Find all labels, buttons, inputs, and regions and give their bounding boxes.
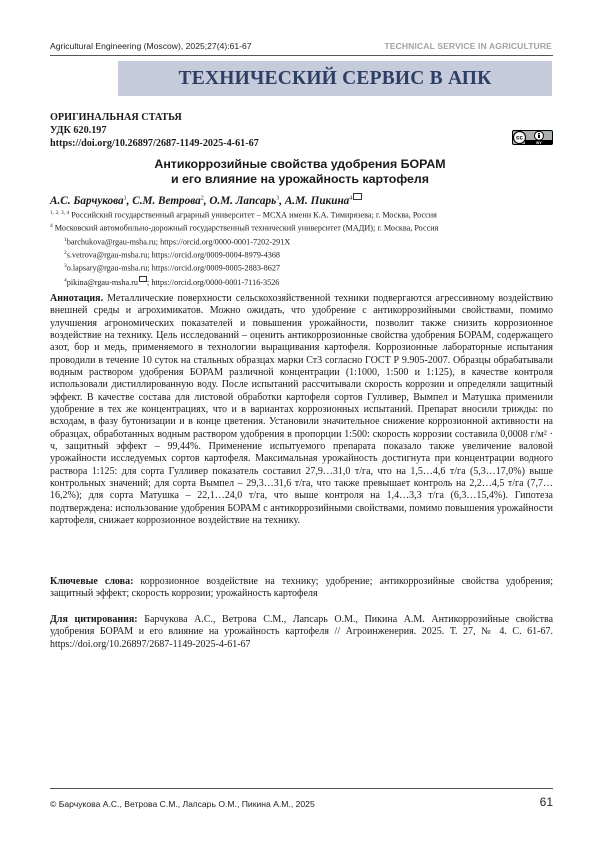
contact-text[interactable]: o.lapsary@rgau-msha.ru; https://orcid.org/0009-0005-2883-8627	[66, 263, 281, 273]
authors-line: А.С. Барчукова$^1$, С.М. Ветрова$^2$, О.М. Лапсарь$^3$, А.М. Пикина$^4$	[50, 193, 555, 207]
contact-sup: 3	[64, 263, 67, 269]
article-title-line-1: Антикоррозийные свойства удобрения БОРАМ	[154, 157, 446, 171]
section-banner: ТЕХНИЧЕСКИЙ СЕРВИС В АПК	[118, 61, 552, 96]
author-name: А.М. Пикина	[284, 195, 350, 207]
contact-line	[64, 250, 280, 260]
affiliation-sup: 1, 2, 3, 4	[50, 210, 70, 216]
keywords	[50, 576, 553, 601]
affiliation	[50, 223, 438, 233]
header-rule	[50, 55, 553, 56]
udc: УДК 620.197	[50, 125, 107, 136]
copyright: © Барчукова А.С., Ветрова С.М., Лапсарь О.М., Пикина А.М., 2025	[50, 799, 315, 809]
contact-text[interactable]: pikina@rgau-msha.ru	[66, 278, 139, 287]
footer-rule	[50, 788, 553, 789]
keywords-text: коррозионное воздействие на технику; удобрение; антикоррозийные свойства удобрения; защитный эффект; скорость коррозии; урожайность картофеля	[50, 576, 553, 600]
article-title-line-2: и его влияние на урожайность картофеля	[170, 172, 430, 186]
abstract	[50, 293, 553, 527]
contact-sup: 4	[64, 277, 67, 284]
page-number: 61	[539, 795, 553, 809]
affiliation	[50, 210, 437, 220]
contact-text-tail[interactable]: ; https://orcid.org/0000-0001-7116-3526	[147, 278, 280, 287]
author-name: С.М. Ветрова	[132, 195, 201, 207]
contact-sup: 2	[64, 250, 67, 256]
abstract-label: Аннотация.	[50, 293, 104, 304]
citation	[50, 614, 553, 651]
contact-line	[64, 263, 280, 273]
abstract-text: Металлические поверхности сельскохозяйственной техники подвергаются агрессивному воздействию внешней среды и агрохимикатов. Можно ожидать, что удобрение с антикоррозийными свойствами, помимо улучшения агрономических показателей и повышения урожайности, позволит также снизить коррозионное воздействие на технику. Цель исследований – оценить антикоррозионные свойства удобрения БОРАМ, содержащего азот, бор и медь, применяемого в технологии выращивания картофеля. Коррозионные лабораторные испытания проводили в течение 10 суток на стальных образцах марки Ст3 согласно ГОСТ Р 9.905-2007. Образцы обрабатывали водным раствором удобрения БОРАМ различной концентрации (1:1000, 1:500 и 1:125), в качестве контроля использовали дистиллированную воду. После испытаний рассчитывали скорость коррозии и определяли защитный эффект. В качестве состава для листовой обработки картофеля сортов Гулливер, Вымпел и Матушка применили удобрение в тех же концентрациях, что и в вариантах коррозионных испытаний. Препарат вносили трижды: по всходам, в фазу бутонизации и в конце цветения. Установили значительное снижение коррозионной активности на образцах, обработанных водным раствором удобрения в пропорции 1:500: скорость коррозии составила 0,0008 г/м² · ч, защитный эффект – 99,44%. Применение испытуемого препарата показало также увеличение валовой урожайности исследуемых сортов картофеля. Максимальная урожайность достигнута при концентрации водного раствора 1:125: для сорта Гулливер показатель составил 27,9…31,0 т/га, что на 1,5…4,6 т/га (5,3…17,0%) выше контрольных значений; для сорта Вымпел – 29,3…31,6 т/га, что также превышает контроль на 2,2…4,5 т/га (7,7…16,2%); для сорта Матушка – 22,1…24,0 т/га, что выше контроля на 1,4…3,3 т/га (6,3…15,4%). Гипотеза подтверждена: использование удобрения БОРАМ с антикоррозийными свойствами, помимо повышения урожайности картофеля, снижает коррозионное воздействие на технику.	[50, 293, 553, 526]
contact-line	[64, 237, 290, 247]
author-name: О.М. Лапсарь	[209, 195, 277, 207]
author-sup: 4	[349, 195, 353, 202]
mail-icon	[353, 193, 362, 200]
author-sup: 2	[200, 195, 204, 202]
contact-text[interactable]: barchukova@rgau-msha.ru; https://orcid.org/0000-0001-7202-291X	[66, 237, 291, 247]
mail-icon	[139, 276, 147, 282]
by-label: BY	[536, 139, 542, 145]
author-sup: 3	[276, 195, 280, 202]
cc-label: cc	[516, 135, 523, 142]
affiliation-text: Московский автомобильно-дорожный государственный технический университет (МАДИ); г. Москва, Россия	[52, 223, 439, 233]
journal-citation: Agricultural Engineering (Moscow), 2025;27(4):61-67	[50, 41, 252, 51]
contact-line	[64, 276, 279, 287]
author-sup: 1	[123, 195, 127, 202]
contact-text[interactable]: s.vetrova@rgau-msha.ru; https://orcid.org/0009-0004-8979-4368	[66, 250, 281, 260]
cc-by-license-icon[interactable]	[512, 130, 553, 145]
section-name: TECHNICAL SERVICE IN AGRICULTURE	[384, 41, 552, 51]
keywords-label: Ключевые слова:	[50, 576, 134, 587]
citation-label: Для цитирования:	[50, 614, 138, 625]
citation-text: Барчукова А.С., Ветрова С.М., Лапсарь О.М., Пикина А.М. Антикоррозийные свойства удобрения БОРАМ и его влияние на урожайность картофеля // Агроинженерия. 2025. Т. 27, № 4. С. 61-67. https://doi.org/10.26897/2687-1149-2025-4-61-67	[50, 614, 554, 650]
doi-link[interactable]: https://doi.org/10.26897/2687-1149-2025-4-61-67	[50, 138, 259, 149]
author-name: А.С. Барчукова	[50, 195, 124, 207]
contact-sup: 1	[64, 237, 67, 243]
affiliation-text: Российский государственный аграрный университет – МСХА имени К.А. Тимирязева; г. Москва, Россия	[69, 210, 437, 220]
running-head	[50, 41, 552, 55]
affiliation-sup: 4	[50, 223, 53, 229]
article-type: ОРИГИНАЛЬНАЯ СТАТЬЯ	[50, 112, 182, 123]
